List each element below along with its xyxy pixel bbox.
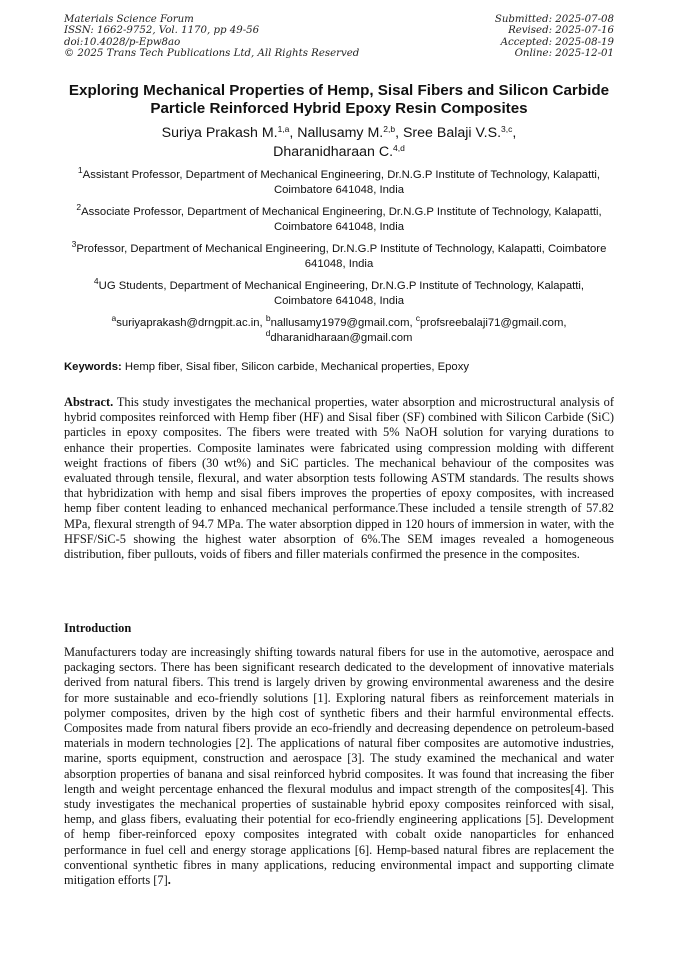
affiliation: $^1$Assistant Professor, Department of Mechanical Engineering, Dr.N.G.P Institute of Technology, Kalapatti, Coimbatore 641048, India [77, 165, 601, 196]
email-link[interactable]: dharanidharaan@gmail.com [270, 332, 413, 344]
author: Sree Balaji V.S.$^{3,c}$, [402, 124, 517, 141]
author-affil-mark: 4,d [393, 143, 405, 153]
journal-copyright: © 2025 Trans Tech Publications Ltd, All Rights Reserved [64, 48, 360, 60]
author-emails: $^a$suriyaprakash@drngpit.ac.in, $^b$nallusamy1979@gmail.com, $^c$profsreebalaji71@gmail.com, $^d$dharanidharaan@gmail.com [111, 313, 567, 344]
email-link[interactable]: suriyaprakash@drngpit.ac.in [116, 317, 260, 329]
abstract-label: Abstract. [64, 395, 114, 409]
author-name: Dharanidharaan C. [273, 144, 394, 160]
keywords-text: Hemp fiber, Sisal fiber, Silicon carbide, Mechanical properties, Epoxy [124, 361, 469, 373]
affiliation: $^3$Professor, Department of Mechanical Engineering, Dr.N.G.P Institute of Technology, Kalapatti, Coimbatore 641048, India [71, 239, 607, 270]
author-name: Suriya Prakash M. [161, 125, 278, 141]
date-submitted: Submitted: 2025-07-08 [494, 14, 614, 25]
email-link[interactable]: profsreebalaji71@gmail.com [420, 317, 564, 329]
affiliation: $^4$UG Students, Department of Mechanical Engineering, Dr.N.G.P Institute of Technology, Kalapatti, Coimbatore 641048, India [93, 276, 585, 307]
journal-name: Materials Science Forum [64, 14, 194, 25]
affiliations [64, 165, 614, 346]
date-online: Online: 2025-12-01 [514, 48, 614, 60]
date-accepted: Accepted: 2025-08-19 [500, 36, 614, 48]
journal-header [64, 14, 359, 60]
journal-issn: ISSN: 1662-9752, Vol. 1170, pp 49-56 [64, 25, 260, 37]
author-list [64, 124, 614, 162]
author-name: Sree Balaji V.S. [402, 125, 502, 141]
date-revised: Revised: 2025-07-16 [508, 25, 614, 37]
affiliation: $^2$Associate Professor, Department of Mechanical Engineering, Dr.N.G.P Institute of Technology, Kalapatti, Coimbatore 641048, India [76, 202, 602, 233]
keywords-label: Keywords: [64, 361, 122, 373]
email-link[interactable]: nallusamy1979@gmail.com [270, 317, 410, 329]
abstract [64, 395, 614, 562]
submission-dates [495, 14, 614, 60]
paper-title: Exploring Mechanical Properties of Hemp, Sisal Fibers and Silicon Carbide Particle Reinforced Hybrid Epoxy Resin Composites [68, 82, 610, 117]
journal-doi: doi:10.4028/p-Epw8ao [64, 36, 181, 48]
author [273, 144, 405, 160]
author: Suriya Prakash M.$^{1,a}$, [161, 124, 298, 141]
introduction-paragraph: Manufacturers today are increasingly shifting towards natural fibers for use in the automotive, aerospace and packaging sectors. There has been significant research dedicated to the development of innovative materials derived from natural fibers. This trend is largely driven by growing environmental awareness and the desire for more sustainable and eco-friendly solutions [1]. Exploring natural fibers as reinforcement materials in polymer composites, driven by the high cost of synthetic fibers and their harmful environmental effects. Composites made from natural fibers provide an eco-friendly and decreasing dependence on petroleum-based materials in modern technologies [2]. The applications of natural fiber composites are automotive industries, marine, sports equipment, construction and aerospace [3]. The study examined the mechanical and water absorption properties of banana and sisal reinforced hybrid composites. It was found that increasing the fiber length and weight percentage enhanced the flexural modulus and impact strength of the composites[4]. This study investigates the mechanical properties of sustainable hybrid epoxy composites reinforced with sisal, hemp, and glass fibers, evaluating their potential for eco-friendly engineering applications [5]. Development of hemp fiber-reinforced epoxy composites integrated with cobalt oxide nanoparticles for enhanced performance in fuel cell and energy storage applications [6]. Hemp-based natural fibres are replacement the conventional synthetic fibres in many applications, reducing environmental impact and supporting climate mitigation efforts [7]. [64, 645, 614, 888]
author-name: Nallusamy M. [297, 125, 384, 141]
author-affil-mark: 1,a [277, 124, 290, 134]
author-affil-mark: 2,b [383, 124, 396, 134]
keywords [64, 360, 624, 375]
author: Nallusamy M.$^{2,b}$, [297, 124, 403, 141]
section-heading-introduction: Introduction [64, 621, 132, 635]
author-affil-mark: 3,c [501, 124, 513, 134]
introduction-text: Manufacturers today are increasingly shifting towards natural fibers for use in the automotive, aerospace and packaging sectors. There has been significant research dedicated to the development of innovative materials derived from natural fibers. This trend is largely driven by growing environmental awareness and the desire for more sustainable and eco-friendly solutions [1]. Exploring natural fibers as reinforcement materials in polymer composites, driven by the high cost of synthetic fibers and their harmful environmental effects. Composites made from natural fibers provide an eco-friendly and decreasing dependence on petroleum-based materials in modern technologies [2]. The applications of natural fiber composites are automotive industries, marine, sports equipment, construction and aerospace [3]. The study examined the mechanical and water absorption properties of banana and sisal reinforced hybrid composites. It was found that increasing the fiber length and weight percentage enhanced the flexural modulus and impact strength of the composites[4]. This study investigates the mechanical properties of sustainable hybrid epoxy composites reinforced with sisal, hemp, and glass fibers, evaluating their potential for eco-friendly engineering applications [5]. Development of hemp fiber-reinforced epoxy composites integrated with cobalt oxide nanoparticles for enhanced performance in fuel cell and energy storage applications [6]. Hemp-based natural fibres are replacement the conventional synthetic fibres in many applications, reducing environmental impact and supporting climate mitigation efforts [7] [64, 645, 614, 888]
abstract-text: This study investigates the mechanical properties, water absorption and microstructural analysis of hybrid composites reinforced with Hemp fiber (HF) and Sisal fiber (SF) combined with Silicon Carbide (SiC) particles in epoxy composites. The fibers were treated with 5% NaOH solution for varying durations to enhance their properties. Composite laminates were fabricated using compression molding with different weight fractions of fibers (30 wt%) and SiC particles. The mechanical behaviour of the composites was evaluated through tensile, flexural, and water absorption tests following ASTM standards. The results shows that hybridization with hemp and sisal fibers improves the properties of epoxy composites, with increased hemp fiber content leading to enhanced mechanical performance.These included a tensile strength of 57.82 MPa, flexural strength of 94.7 MPa. The water absorption dipped in 120 hours of immersion in water, with the HFSF/SiC-5 showing the highest water absorption of 6%.The SEM images revealed a homogeneous distribution, fiber pullouts, voids of fibers and filler materials confirmed the presence in the composites. [64, 395, 614, 562]
